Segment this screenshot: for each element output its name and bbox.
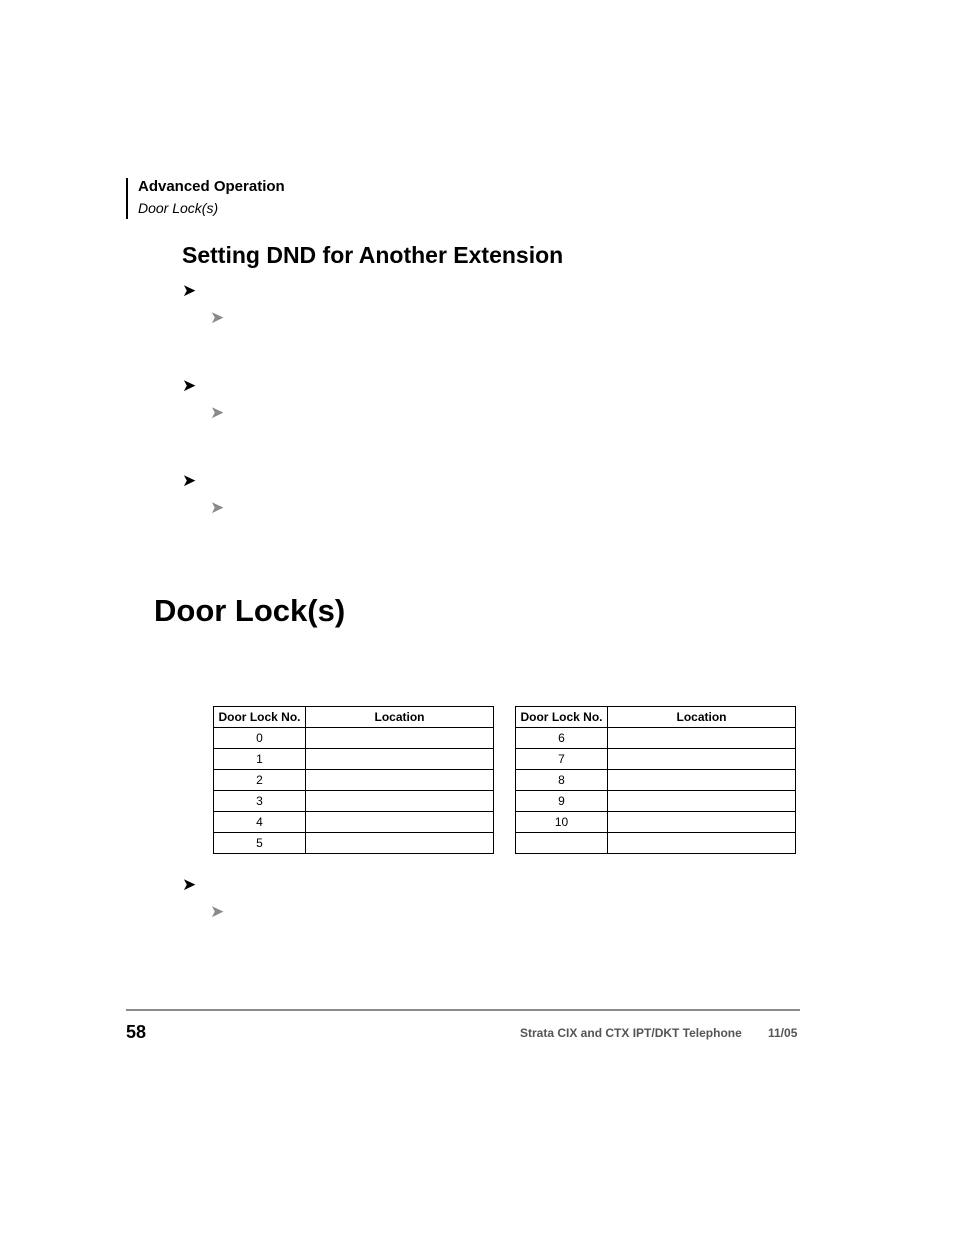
door-lock-table-right bbox=[515, 706, 796, 854]
page-number: 58 bbox=[126, 1022, 147, 1042]
table-row bbox=[516, 770, 796, 791]
table-row bbox=[214, 728, 494, 749]
door-lock-number: 7 bbox=[516, 749, 608, 770]
substep-arrow-icon: ➤ bbox=[210, 403, 225, 423]
door-lock-number: 1 bbox=[214, 749, 306, 770]
column-header-location: Location bbox=[608, 707, 796, 728]
footer-doc-title: Strata CIX and CTX IPT/DKT Telephone bbox=[520, 1026, 742, 1040]
location-cell bbox=[608, 812, 796, 833]
column-header-door-lock-no: Door Lock No. bbox=[214, 707, 306, 728]
location-cell bbox=[608, 833, 796, 854]
substep-arrow-icon: ➤ bbox=[210, 498, 225, 518]
location-cell bbox=[306, 812, 494, 833]
table-row bbox=[214, 812, 494, 833]
table-row bbox=[214, 770, 494, 791]
door-lock-number bbox=[516, 833, 608, 854]
door-lock-heading: Door Lock(s) bbox=[154, 593, 346, 628]
location-cell bbox=[608, 770, 796, 791]
door-lock-number: 0 bbox=[214, 728, 306, 749]
column-header-location: Location bbox=[306, 707, 494, 728]
footer-divider bbox=[126, 1009, 800, 1011]
door-lock-number: 5 bbox=[214, 833, 306, 854]
table-row bbox=[214, 833, 494, 854]
location-cell bbox=[608, 728, 796, 749]
substep-arrow-icon: ➤ bbox=[210, 308, 225, 328]
door-lock-number: 8 bbox=[516, 770, 608, 791]
door-lock-table-left bbox=[213, 706, 494, 854]
table-row bbox=[214, 791, 494, 812]
door-lock-number: 6 bbox=[516, 728, 608, 749]
table-row bbox=[516, 833, 796, 854]
door-lock-number: 9 bbox=[516, 791, 608, 812]
location-cell bbox=[306, 749, 494, 770]
column-header-door-lock-no: Door Lock No. bbox=[516, 707, 608, 728]
door-lock-number: 10 bbox=[516, 812, 608, 833]
step-arrow-icon: ➤ bbox=[182, 281, 197, 301]
door-lock-number: 4 bbox=[214, 812, 306, 833]
table-row bbox=[214, 749, 494, 770]
table-row bbox=[516, 812, 796, 833]
dnd-section-heading: Setting DND for Another Extension bbox=[182, 242, 564, 268]
step-arrow-icon: ➤ bbox=[182, 875, 197, 895]
location-cell bbox=[608, 791, 796, 812]
footer-date: 11/05 bbox=[768, 1026, 798, 1040]
table-row bbox=[516, 749, 796, 770]
door-lock-number: 3 bbox=[214, 791, 306, 812]
table-row bbox=[516, 728, 796, 749]
location-cell bbox=[306, 728, 494, 749]
location-cell bbox=[608, 749, 796, 770]
step-arrow-icon: ➤ bbox=[182, 471, 197, 491]
location-cell bbox=[306, 833, 494, 854]
substep-arrow-icon: ➤ bbox=[210, 902, 225, 922]
header-divider bbox=[126, 178, 128, 219]
table-row bbox=[516, 791, 796, 812]
door-lock-number: 2 bbox=[214, 770, 306, 791]
subsection-title: Door Lock(s) bbox=[138, 200, 219, 216]
section-title: Advanced Operation bbox=[138, 178, 285, 195]
step-arrow-icon: ➤ bbox=[182, 376, 197, 396]
location-cell bbox=[306, 791, 494, 812]
location-cell bbox=[306, 770, 494, 791]
